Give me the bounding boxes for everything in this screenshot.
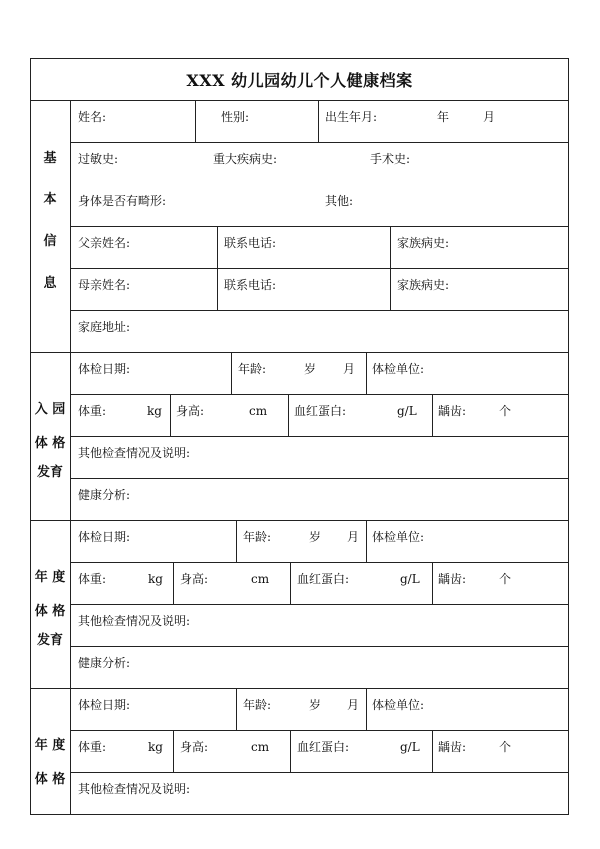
divider xyxy=(30,520,569,521)
annual1-age-label: 年龄: xyxy=(243,530,272,544)
entry-age-sui: 岁 xyxy=(304,362,317,376)
divider xyxy=(70,268,569,269)
divider xyxy=(432,730,433,772)
divider xyxy=(30,100,569,101)
annual2-age-label: 年龄: xyxy=(243,698,272,712)
birth-label: 出生年月: xyxy=(325,110,378,124)
surgery-label: 手术史: xyxy=(370,152,411,166)
annual1-weight-unit: kg xyxy=(148,572,163,586)
divider xyxy=(70,646,569,647)
divider xyxy=(70,562,569,563)
name-label: 姓名: xyxy=(78,110,107,124)
divider xyxy=(30,352,569,353)
entry-weight-unit: kg xyxy=(147,404,162,418)
allergy-label: 过敏史: xyxy=(78,152,119,166)
section-label-basic-3: 信 xyxy=(43,234,57,249)
entry-age-month: 月 xyxy=(343,362,356,376)
entry-exam-date-label: 体检日期: xyxy=(78,362,131,376)
annual1-exam-date-label: 体检日期: xyxy=(78,530,131,544)
section-label-annual1-2: 体 格 xyxy=(34,604,66,619)
divider xyxy=(70,772,569,773)
divider xyxy=(173,562,174,604)
section-label-basic-4: 息 xyxy=(43,276,57,291)
divider xyxy=(70,142,569,143)
annual2-weight-label: 体重: xyxy=(78,740,107,754)
annual2-other-check-label: 其他检查情况及说明: xyxy=(78,782,191,796)
entry-health-analysis-label: 健康分析: xyxy=(78,488,131,502)
divider xyxy=(217,226,218,310)
annual1-hemoglobin-label: 血红蛋白: xyxy=(297,572,350,586)
divider xyxy=(70,100,71,815)
father-family-history-label: 家族病史: xyxy=(397,236,450,250)
annual1-height-unit: cm xyxy=(251,572,270,586)
page-title: XXX 幼儿园幼儿个人健康档案 xyxy=(186,70,413,90)
annual2-caries-unit: 个 xyxy=(499,740,512,754)
mother-name-label: 母亲姓名: xyxy=(78,278,131,292)
entry-weight-label: 体重: xyxy=(78,404,107,418)
divider xyxy=(70,394,569,395)
section-label-basic-1: 基 xyxy=(43,151,57,166)
divider xyxy=(290,730,291,772)
divider xyxy=(366,688,367,730)
annual2-age-month: 月 xyxy=(347,698,360,712)
divider xyxy=(170,394,171,436)
divider xyxy=(70,478,569,479)
annual2-exam-date-label: 体检日期: xyxy=(78,698,131,712)
entry-height-unit: cm xyxy=(249,404,268,418)
entry-age-label: 年龄: xyxy=(238,362,267,376)
entry-hemoglobin-label: 血红蛋白: xyxy=(294,404,347,418)
gender-label: 性别: xyxy=(221,110,250,124)
annual2-age-sui: 岁 xyxy=(309,698,322,712)
birth-month-unit: 月 xyxy=(483,110,496,124)
section-label-annual1-1: 年 度 xyxy=(34,570,66,585)
divider xyxy=(390,226,391,310)
major-disease-label: 重大疾病史: xyxy=(213,152,278,166)
divider xyxy=(70,310,569,311)
deformity-label: 身体是否有畸形: xyxy=(78,194,167,208)
divider xyxy=(70,436,569,437)
section-label-entry-3: 发育 xyxy=(36,465,63,480)
divider xyxy=(173,730,174,772)
mother-phone-label: 联系电话: xyxy=(224,278,277,292)
divider xyxy=(366,520,367,562)
annual1-age-sui: 岁 xyxy=(309,530,322,544)
mother-family-history-label: 家族病史: xyxy=(397,278,450,292)
divider xyxy=(236,688,237,730)
divider xyxy=(318,100,319,142)
entry-exam-unit-label: 体检单位: xyxy=(372,362,425,376)
other-label: 其他: xyxy=(325,194,354,208)
section-label-basic-2: 本 xyxy=(43,192,57,207)
annual2-height-label: 身高: xyxy=(180,740,209,754)
annual1-exam-unit-label: 体检单位: xyxy=(372,530,425,544)
entry-other-check-label: 其他检查情况及说明: xyxy=(78,446,191,460)
annual1-health-analysis-label: 健康分析: xyxy=(78,656,131,670)
annual2-hemoglobin-unit: g/L xyxy=(400,740,420,754)
section-label-entry-2: 体 格 xyxy=(34,436,66,451)
divider xyxy=(30,688,569,689)
divider xyxy=(195,100,196,142)
divider xyxy=(432,394,433,436)
entry-hemoglobin-unit: g/L xyxy=(397,404,417,418)
divider xyxy=(70,604,569,605)
divider xyxy=(231,352,232,394)
annual2-caries-label: 龋齿: xyxy=(438,740,467,754)
entry-caries-label: 龋齿: xyxy=(438,404,467,418)
section-label-annual2-1: 年 度 xyxy=(34,738,66,753)
entry-height-label: 身高: xyxy=(176,404,205,418)
section-label-annual1-3: 发育 xyxy=(36,633,63,648)
father-name-label: 父亲姓名: xyxy=(78,236,131,250)
annual2-height-unit: cm xyxy=(251,740,270,754)
entry-caries-unit: 个 xyxy=(499,404,512,418)
divider xyxy=(236,520,237,562)
divider xyxy=(70,226,569,227)
section-label-annual2-2: 体 格 xyxy=(34,772,66,787)
divider xyxy=(432,562,433,604)
annual1-weight-label: 体重: xyxy=(78,572,107,586)
annual1-height-label: 身高: xyxy=(180,572,209,586)
address-label: 家庭地址: xyxy=(78,320,131,334)
annual2-exam-unit-label: 体检单位: xyxy=(372,698,425,712)
annual1-other-check-label: 其他检查情况及说明: xyxy=(78,614,191,628)
annual1-hemoglobin-unit: g/L xyxy=(400,572,420,586)
birth-year-unit: 年 xyxy=(437,110,450,124)
annual1-caries-unit: 个 xyxy=(499,572,512,586)
annual2-weight-unit: kg xyxy=(148,740,163,754)
father-phone-label: 联系电话: xyxy=(224,236,277,250)
divider xyxy=(366,352,367,394)
annual2-hemoglobin-label: 血红蛋白: xyxy=(297,740,350,754)
annual1-age-month: 月 xyxy=(347,530,360,544)
annual1-caries-label: 龋齿: xyxy=(438,572,467,586)
divider xyxy=(290,562,291,604)
section-label-entry-1: 入 园 xyxy=(34,402,66,417)
divider xyxy=(70,730,569,731)
divider xyxy=(288,394,289,436)
